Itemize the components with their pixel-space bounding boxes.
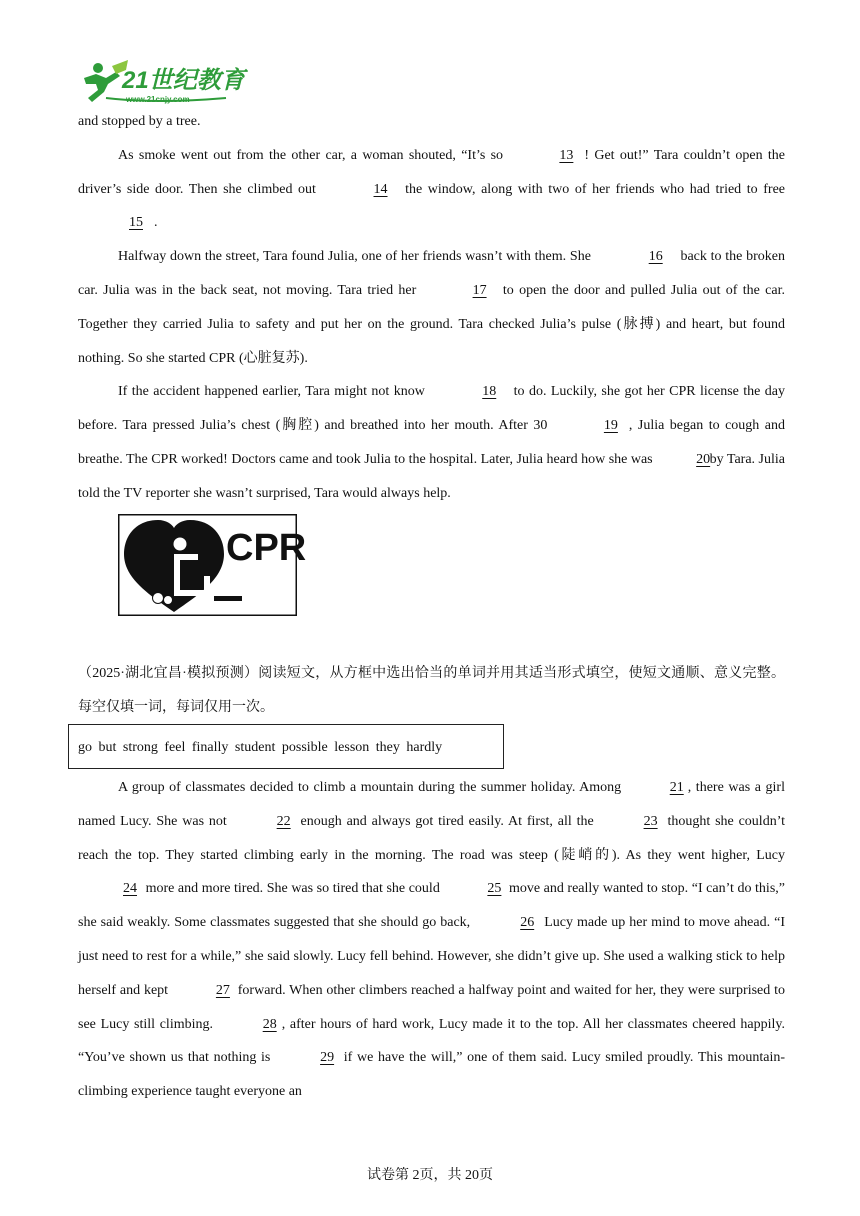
paragraph-1: As smoke went out from the other car, a woman shouted, “It’s so 13 ! Get out!” Tara couldn’t open the driver’s side door. Then she climbed out 14 the window, along with two of her friends who had tried to free 15 .: [78, 139, 785, 240]
blank-21: 21: [669, 780, 684, 795]
blank-16: 16: [648, 249, 663, 265]
word-possible: possible: [281, 740, 328, 755]
site-logo: [76, 58, 246, 106]
blank-27: 27: [215, 982, 230, 998]
blank-26: 26: [520, 915, 535, 931]
word-box: [68, 724, 504, 769]
passage-1: [78, 105, 785, 511]
cpr-image: [118, 514, 307, 616]
cpr-heart-icon: [118, 514, 307, 616]
blank-18: 18: [482, 384, 497, 400]
section-instruction: （2025·湖北宜昌·模拟预测）阅读短文，从方框中选出恰当的单词并用其适当形式填空，使短文通顺、意义完整。每空仅填一词，每词仅用一次。: [78, 666, 785, 715]
word-finally: finally: [191, 740, 229, 755]
blank-23: 23: [643, 813, 658, 829]
logo-runner-icon: [76, 58, 246, 106]
word-go: go: [78, 740, 92, 755]
word-but: but: [98, 740, 117, 755]
blank-20: 20: [696, 451, 711, 467]
paragraph-3: If the accident happened earlier, Tara might not know 18 to do. Luckily, she got her CPR license the day before. Tara pressed Julia’s chest (胸腔) and breathed into her mouth. After 30 19 , Julia began to cough and breathe. The CPR worked! Doctors came and took Julia to the hospital. Later, Julia heard how she was 20 by Tara. Julia told the TV reporter she wasn’t surprised, Tara would always help.: [78, 375, 785, 510]
logo-url-text: www.21cnjy.com: [126, 95, 190, 104]
blank-14: 14: [373, 181, 388, 197]
blank-22: 22: [276, 813, 291, 829]
blank-28: 28: [262, 1016, 277, 1032]
passage-2-paragraph: A group of classmates decided to climb a mountain during the summer holiday. Among 21 , there was a girl named Lucy. She was not 22 enough and always got tired easily. At first, all the 23 thought she couldn’t reach the top. They started climbing early in the morning. The road was steep (陡峭的). As they went higher, Lucy 24 more and more tired. She was so tired that she could 25 move and really wanted to stop. “I can’t do this,” she said weakly. Some classmates suggested that she should go back, 26 Lucy made up her mind to move ahead. “I just need to rest for a while,” she said slowly. Lucy fell behind. However, she didn’t give up. She used a walking stick to help herself and kept 27 forward. When other climbers reached a halfway point and waited for her, they were surprised to see Lucy still climbing. 28 , after hours of hard work, Lucy made it to the top. All her classmates cheered happily. “You’ve shown us that nothing is 29 if we have the will,” one of them said. Lucy smiled proudly. This mountain-climbing experience taught everyone an: [78, 771, 785, 1109]
word-they: they: [375, 740, 400, 755]
word-lesson: lesson: [334, 740, 370, 755]
blank-19: 19: [603, 418, 618, 434]
blank-25: 25: [487, 881, 502, 897]
blank-15: 15: [129, 215, 143, 231]
blank-13: 13: [559, 147, 574, 163]
word-strong: strong: [122, 740, 158, 755]
word-feel: feel: [164, 740, 186, 755]
word-hardly: hardly: [406, 740, 443, 755]
passage-2: [78, 771, 785, 1109]
word-student: student: [234, 740, 276, 755]
blank-29: 29: [320, 1050, 335, 1066]
cpr-label: CPR: [226, 527, 307, 569]
page-footer: 试卷第 2页，共 20页: [367, 1168, 493, 1183]
blank-24: 24: [123, 881, 137, 897]
paragraph-0: and stopped by a tree.: [78, 114, 201, 129]
blank-17: 17: [472, 282, 487, 298]
logo-text: 21世纪教育: [122, 67, 245, 94]
paragraph-2: Halfway down the street, Tara found Julia, one of her friends wasn’t with them. She 16 back to the broken car. Julia was in the back seat, not moving. Tara tried her 17 to open the door and pulled Julia out of the car. Together they carried Julia to safety and put her on the ground. Tara checked Julia’s pulse (脉搏) and heart, but found nothing. So she started CPR (心脏复苏).: [78, 240, 785, 375]
